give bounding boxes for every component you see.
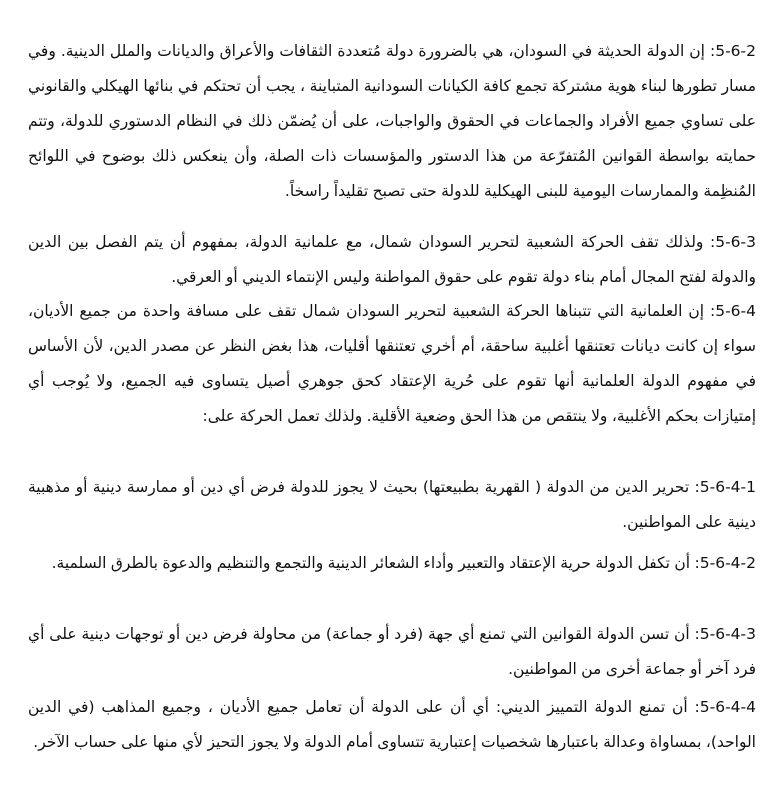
section-5-6-2-paragraph: 5-6-2: إن الدولة الحديثة في السودان، هي بالضرورة دولة مُتعددة الثقافات والأعراق والديانات والملل الدينية. وفي مسار تطورها لبناء هوية مشتركة تجمع كافة الكيانات السودانية المتباينة ، يجب أن تحتكم في بنائها الهيكلي والقانوني على تساوي جميع الأفراد والجماعات في الحقوق والواجبات، على أن يُضمّن ذلك في النظام الدستوري للدولة، وتتم حمايته بواسطة القوانين المُتفرّعة من هذا الدستور والمؤسسات ذات الصلة، وأن ينعكس ذلك بوضوح في اللوائح المُنظِمة والممارسات اليومية للبنى الهيكلية للدولة حتى تصبح تقليداً راسخاً. bbox=[28, 42, 756, 200]
section-5-6-4-2-paragraph: 5-6-4-2: أن تكفل الدولة حرية الإعتقاد والتعبير وأداء الشعائر الدينية والتجمع والتنظيم والدعوة بالطرق السلمية. bbox=[51, 554, 756, 572]
section-5-6-4-paragraph: 5-6-4: إن العلمانية التي تتبناها الحركة الشعبية لتحرير السودان شمال تقف على مسافة واحدة من جميع الأديان، سواء إن كانت ديانات تعتنقها أغلبية ساحقة، أم أخري تعتنقها أقليات، هذا بغض النظر عن مصدر الدين، لأن الأساس في مفهوم الدولة العلمانية أنها تقوم على حُرية الإعتقاد كحق جوهري أصيل يتساوى فيه الجميع، ولا يُوجب أي إمتيازات بحكم الأغلبية، ولا ينتقص من هذا الحق وضعية الأقلية. ولذلك تعمل الحركة على: bbox=[28, 302, 756, 425]
section-5-6-3-paragraph: 5-6-3: ولذلك تقف الحركة الشعبية لتحرير السودان شمال، مع علمانية الدولة، بمفهوم أن يتم الفصل بين الدين والدولة لفتح المجال أمام بناء دولة تقوم على حقوق المواطنة وليس الإنتماء الديني أو العرقي. bbox=[28, 233, 756, 286]
section-5-6-4-4-paragraph: 5-6-4-4: أن تمنع الدولة التمييز الديني: أي أن على الدولة أن تعامل جميع الأديان ، وجميع المذاهب (في الدين الواحد)، بمساواة وعدالة باعتبارها شخصيات إعتبارية تتساوى أمام الدولة ولا يجوز التحيز لأي منها على حساب الآخر. bbox=[28, 698, 756, 751]
section-5-6-4-3-paragraph: 5-6-4-3: أن تسن الدولة القوانين التي تمنع أي جهة (فرد أو جماعة) من محاولة فرض دين أو توجهات دينية على أي فرد آخر أو جماعة أخرى من المواطنين. bbox=[28, 625, 756, 678]
section-5-6-4-1-paragraph: 5-6-4-1: تحرير الدين من الدولة ( القهرية بطبيعتها) بحيث لا يجوز للدولة فرض أي دين أو ممارسة دينية أو مذهبية دينية على المواطنين. bbox=[28, 478, 756, 531]
